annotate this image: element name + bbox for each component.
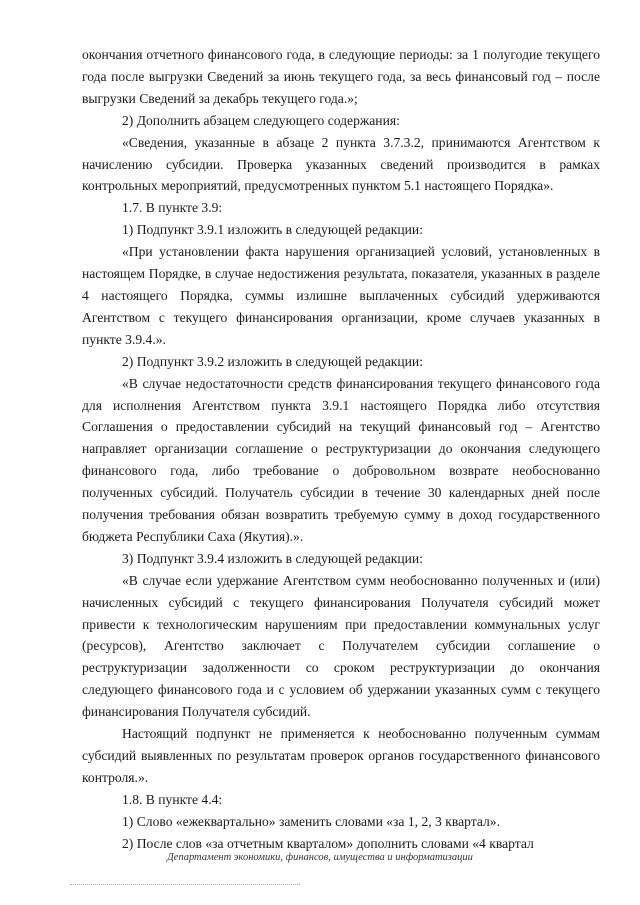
paragraph-item-2-append: 2) После слов «за отчетным кварталом» дополнить словами «4 квартал bbox=[122, 835, 534, 851]
paragraph-section-1-8: 1.8. В пункте 4.4: bbox=[122, 791, 223, 807]
paragraph-item-2-add: 2) Дополнить абзацем следующего содержания: bbox=[122, 112, 400, 128]
paragraph-subitem-3-9-2: 2) Подпункт 3.9.2 изложить в следующей редакции: bbox=[122, 353, 423, 369]
paragraph-quote-3-9-1: «При установлении факта нарушения организацией условий, установленных в настоящем Порядке, в случае недостижения результата, показателя, указанных в разделе 4 настоящего Порядка, суммы излишне выплаченных субсидий удерживаются Агентством с текущего финансирования организации, кроме случаев указанных в пункте 3.9.4.». bbox=[82, 244, 600, 347]
page-footer: Департамент экономики, финансов, имущества и информатизации bbox=[167, 852, 473, 863]
document-body bbox=[82, 44, 600, 855]
paragraph-subitem-3-9-1: 1) Подпункт 3.9.1 изложить в следующей редакции: bbox=[122, 222, 423, 238]
paragraph-quote-3-9-4: «В случае если удержание Агентством сумм необоснованно полученных и (или) начисленных субсидий с текущего финансирования Получателя субсидий может привести к технологическим нарушениям при предоставлении коммунальных услуг (ресурсов), Агентство заключает с Получателем субсидии соглашение о реструктуризации задолженности со сроком реструктуризации до окончания следующего финансового года и с условием об удержании указанных сумм с текущего финансирования Получателя субсидий. bbox=[82, 572, 600, 720]
paragraph-exception: Настоящий подпункт не применяется к необоснованно полученным суммам субсидий выявленных по результатам проверок органов государственного финансового контроля.». bbox=[82, 726, 600, 785]
paragraph-item-1-replace: 1) Слово «ежеквартально» заменить словами «за 1, 2, 3 квартал». bbox=[122, 813, 500, 829]
paragraph-continuation: окончания отчетного финансового года, в следующие периоды: за 1 полугодие текущего года после выгрузки Сведений за июнь текущего года, за весь финансовый год – после выгрузки Сведений за декабрь текущего года.»; bbox=[82, 47, 600, 106]
paragraph-quote-svedeniya: «Сведения, указанные в абзаце 2 пункта 3.7.3.2, принимаются Агентством к начислению субсидии. Проверка указанных сведений производится в рамках контрольных мероприятий, предусмотренных пунктом 5.1 настоящего Порядка». bbox=[82, 134, 600, 194]
paragraph-subitem-3-9-4: 3) Подпункт 3.9.4 изложить в следующей редакции: bbox=[122, 550, 423, 566]
footer-divider bbox=[70, 884, 300, 885]
paragraph-section-1-7: 1.7. В пункте 3.9: bbox=[122, 200, 223, 216]
paragraph-quote-3-9-2: «В случае недостаточности средств финансирования текущего финансового года для исполнения Агентством пункта 3.9.1 настоящего Порядка либо отсутствия Соглашения о предоставлении субсидий на текущий финансовый год – Агентство направляет организации соглашение о реструктуризации до окончания следующего финансового года, либо требование о добровольном возврате необоснованно полученных субсидий. Получатель субсидии в течение 30 календарных дней после получения требования обязан возвратить требуемую сумму в доход государственного бюджета Республики Саха (Якутия).». bbox=[82, 375, 600, 544]
